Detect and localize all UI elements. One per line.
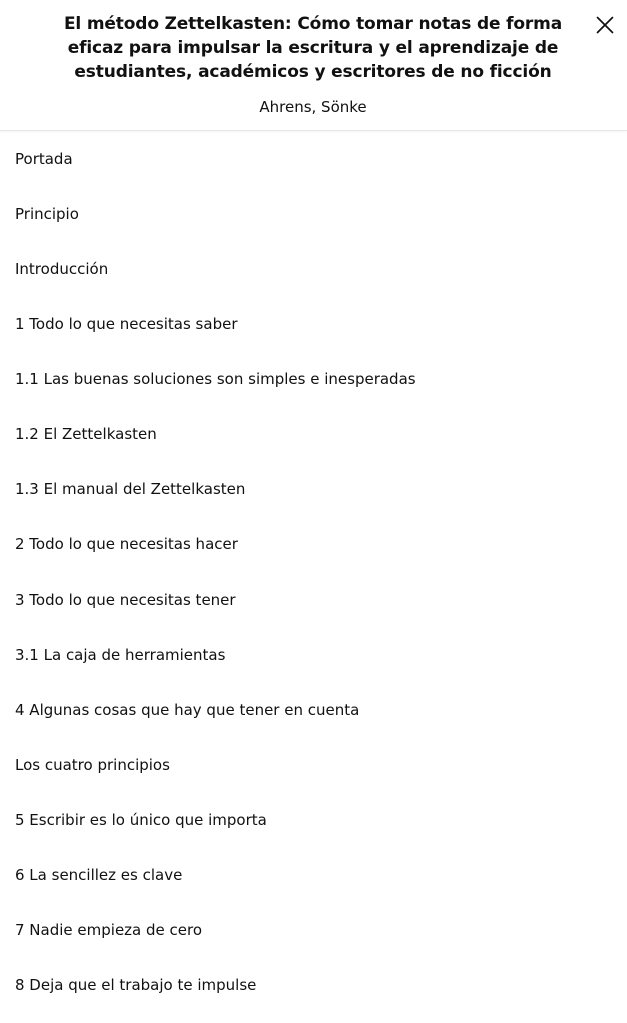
book-title: El método Zettelkasten: Cómo tomar notas de forma eficaz para impulsar la escritura y el aprendizaje de estudiantes, académicos y escritores de no ficción: [63, 14, 563, 82]
toc-item-chapter-1[interactable]: 1 Todo lo que necesitas saber: [15, 314, 238, 333]
toc-item-principios[interactable]: Los cuatro principios: [15, 755, 170, 774]
book-author: Ahrens, Sönke: [259, 98, 367, 116]
table-of-contents: [0, 131, 627, 1013]
toc-item-chapter-3[interactable]: 3 Todo lo que necesitas tener: [15, 590, 236, 609]
toc-item-chapter-1-3[interactable]: 1.3 El manual del Zettelkasten: [15, 480, 246, 499]
toc-item-introduccion[interactable]: Introducción: [15, 259, 109, 278]
toc-item-chapter-4[interactable]: 4 Algunas cosas que hay que tener en cuenta: [15, 700, 360, 719]
close-button[interactable]: [588, 8, 622, 42]
toc-header: [0, 0, 627, 131]
toc-item-chapter-2[interactable]: 2 Todo lo que necesitas hacer: [15, 535, 238, 554]
close-icon: [596, 16, 614, 34]
toc-item-chapter-8[interactable]: 8 Deja que el trabajo te impulse: [15, 976, 257, 995]
toc-item-principio[interactable]: Principio: [15, 204, 79, 223]
toc-item-chapter-5[interactable]: 5 Escribir es lo único que importa: [15, 811, 267, 830]
toc-item-chapter-1-1[interactable]: 1.1 Las buenas soluciones son simples e inesperadas: [15, 370, 416, 389]
toc-item-chapter-3-1[interactable]: 3.1 La caja de herramientas: [15, 645, 226, 664]
toc-item-chapter-1-2[interactable]: 1.2 El Zettelkasten: [15, 425, 157, 444]
toc-item-chapter-6[interactable]: 6 La sencillez es clave: [15, 866, 183, 885]
toc-item-chapter-7[interactable]: 7 Nadie empieza de cero: [15, 921, 203, 940]
toc-item-portada[interactable]: Portada: [15, 149, 73, 168]
